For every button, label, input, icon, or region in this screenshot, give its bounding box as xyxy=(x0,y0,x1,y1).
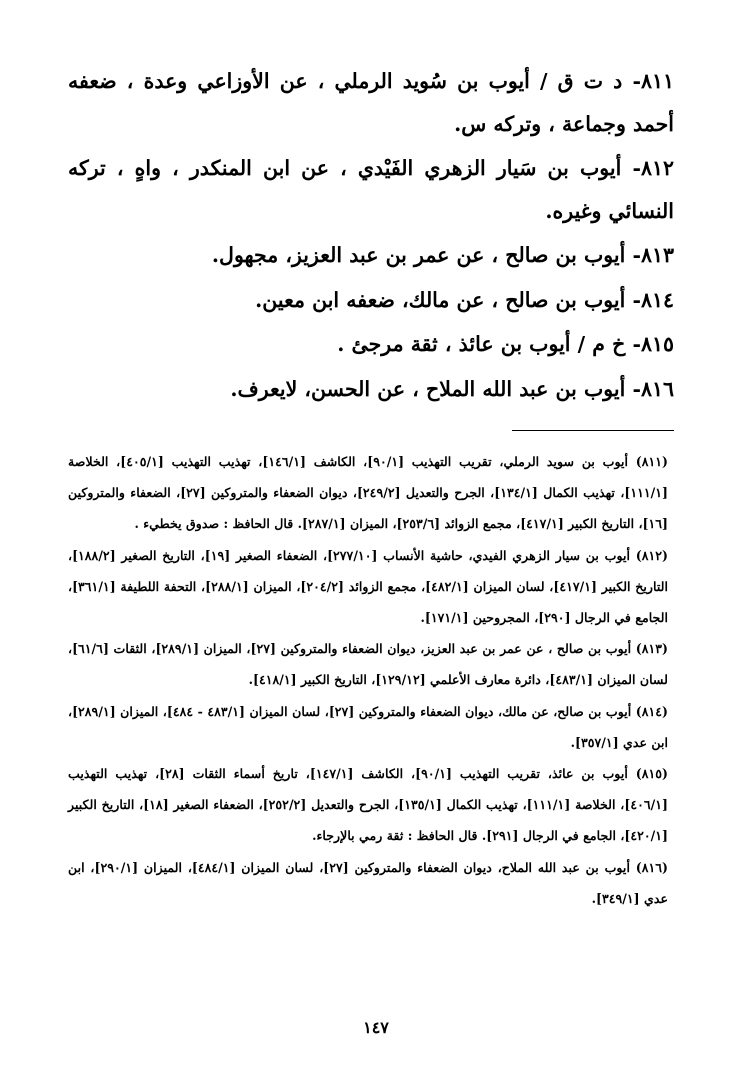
footnote-814: (٨١٤) أيوب بن صالح، عن مالك، ديوان الضعفاء والمتروكين [٢٧]، لسان الميزان [٤٨٣/١ - ٤٨٤]، الميزان [٢٨٩/١]، ابن عدي [٣٥٧/١]. xyxy=(68,703,668,750)
footnote-815: (٨١٥) أيوب بن عائذ، تقريب التهذيب [٩٠/١]، الكاشف [١٤٧/١]، تاريخ أسماء الثقات [٢٨]، تهذيب التهذيب [٤٠٦/١]، الخلاصة [١١١/١]، تهذيب الكمال [١٣٥/١]، الجرح والتعديل [٢٥٢/٢]، الضعفاء الصغير [١٨]، التاريخ الكبير [٤٢٠/١]، الجامع في الرجال [٢٩١]. قال الحافظ : ثقة رمي بالإرجاء. xyxy=(68,766,668,844)
footnotes xyxy=(68,446,668,914)
footnote-811: (٨١١) أيوب بن سويد الرملي، تقريب التهذيب [٩٠/١]، الكاشف [١٤٦/١]، تهذيب التهذيب [٤٠٥/١]، الخلاصة [١١١/١]، تهذيب الكمال [١٣٤/١]، الجرح والتعديل [٢٤٩/٢]، ديوان الضعفاء والمتروكين [٢٧]، الضعفاء والمتروكين [١٦]، التاريخ الكبير [٤١٧/١]، مجمع الزوائد [٢٥٣/٦]، الميزان [٢٨٧/١]. قال الحافظ : صدوق يخطيء . xyxy=(68,454,669,532)
entry-number: ٨١٥- xyxy=(632,332,674,356)
entry-812 xyxy=(68,147,674,232)
main-text xyxy=(68,60,674,410)
entry-text: أيوب بن سَيار الزهري الفَيْدي ، عن ابن المنكدر ، واهٍ ، تركه النسائي وغيره. xyxy=(68,156,674,223)
footnote-separator xyxy=(512,430,674,431)
footnote-812: (٨١٢) أيوب بن سيار الزهري الفيدي، حاشية الأنساب [٢٧٧/١٠]، الضعفاء الصغير [١٩]، التاريخ الصغير [١٨٨/٢]، التاريخ الكبير [٤١٧/١]، لسان الميزان [٤٨٢/١]، مجمع الزوائد [٢٠٤/٢]، الميزان [٢٨٨/١]، التحفة اللطيفة [٣٦١/١]، الجامع في الرجال [٢٩٠]، المجروحين [١٧١/١]. xyxy=(68,547,668,626)
entry-text: د ت ق / أيوب بن سُويد الرملي ، عن الأوزاعي وعدة ، ضعفه أحمد وجماعة ، وتركه س. xyxy=(68,69,674,136)
entry-813 xyxy=(68,234,674,277)
entry-816 xyxy=(68,368,674,411)
entry-815 xyxy=(68,323,674,366)
entry-814 xyxy=(68,279,674,322)
footnote-816: (٨١٦) أيوب بن عبد الله الملاح، ديوان الضعفاء والمتروكين [٢٧]، لسان الميزان [٤٨٤/١]، الميزان [٢٩٠/١]، ابن عدي [٣٤٩/١]. xyxy=(68,859,668,906)
entry-number: ٨١٦- xyxy=(632,376,674,401)
entry-811 xyxy=(68,60,674,145)
entry-number: ٨١٢- xyxy=(632,156,675,180)
entry-number: ٨١٣- xyxy=(632,243,674,267)
entry-number: ٨١١- xyxy=(632,69,674,93)
entry-text: خ م / أيوب بن عائذ ، ثقة مرجئ . xyxy=(337,332,626,356)
footnote-813: (٨١٣) أيوب بن صالح ، عن عمر بن عبد العزيز، ديوان الضعفاء والمتروكين [٢٧]، الميزان [٢٨٩/١]، الثقات [٦١/٦]، لسان الميزان [٤٨٣/١]، دائرة معارف الأعلمي [١٢٩/١٢]، التاريخ الكبير [٤١٨/١]. xyxy=(68,641,669,688)
entry-number: ٨١٤- xyxy=(632,287,674,312)
entry-text: أيوب بن صالح ، عن مالك، ضعفه ابن معين. xyxy=(255,287,626,312)
entry-text: أيوب بن صالح ، عن عمر بن عبد العزيز، مجهول. xyxy=(211,243,626,267)
entry-text: أيوب بن عبد الله الملاح ، عن الحسن، لايعرف. xyxy=(230,376,626,401)
page-number: ١٤٧ xyxy=(363,1018,389,1037)
